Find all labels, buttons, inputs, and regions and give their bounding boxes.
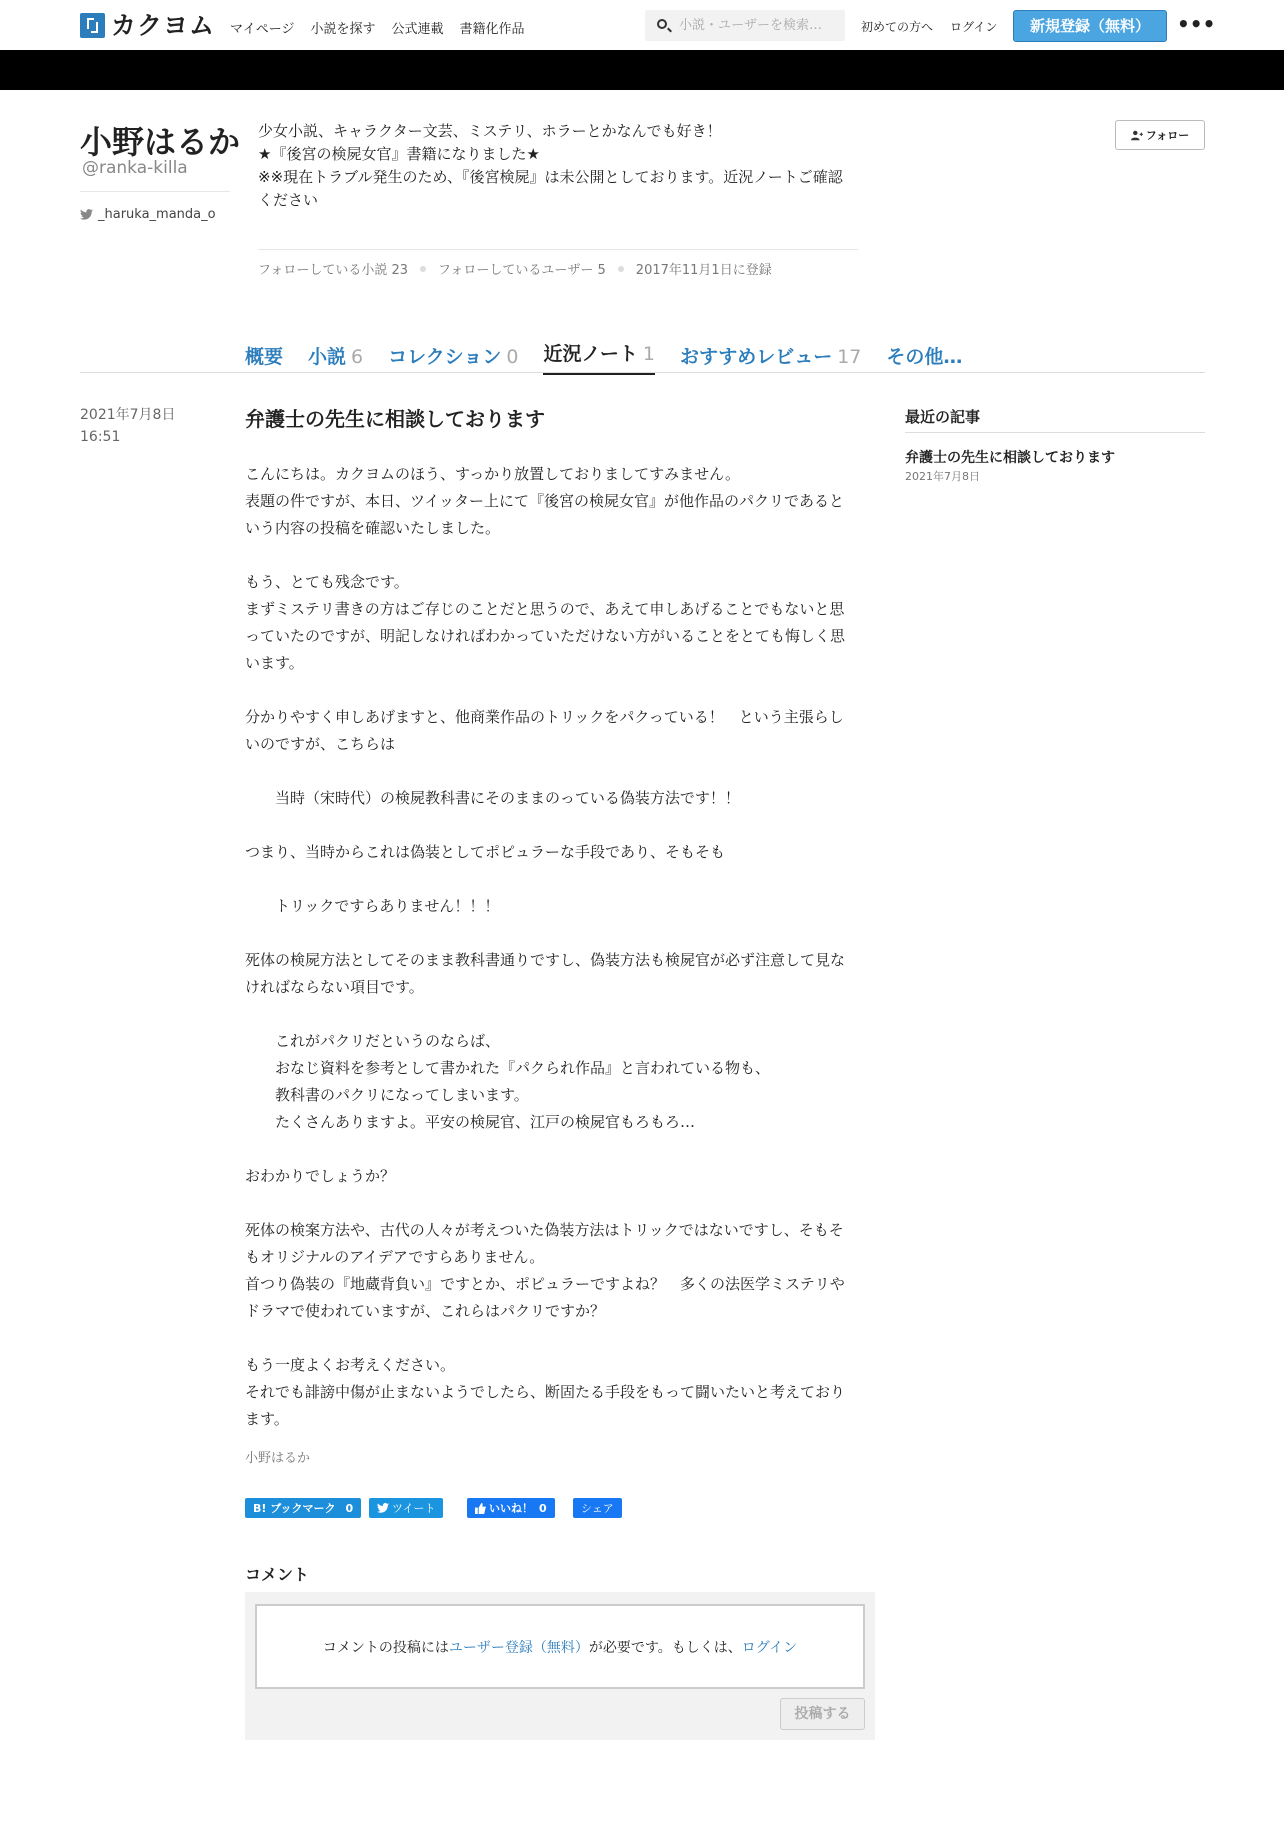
post-body [245,461,845,1433]
main-nav [230,18,541,37]
notice-text: コメントの投稿には [322,1639,449,1656]
profile-divider [80,191,230,192]
separator-dot [618,266,624,272]
recent-article-link[interactable]: 弁護士の先生に相談しております [905,450,1115,466]
post-body-line [245,866,845,893]
tab-label: コレクション [388,346,502,368]
tab-count: 0 [506,346,519,368]
post-body-line [245,677,845,704]
recent-articles-title: 最近の記事 [905,408,981,426]
following-users-link[interactable]: フォローしているユーザー 5 [438,263,606,278]
twitter-bird-icon [377,1503,389,1513]
profile-name: 小野はるか [80,123,241,161]
separator-dot [420,266,426,272]
post-body-line: こんにちは。カクヨムのほう、すっかり放置しておりましてすみません。 [245,465,741,483]
post-body-line: つまり、当時からこれは偽装としてポピュラーな手段であり、そもそも [245,843,726,861]
tweet-label: ツイート [392,1502,436,1515]
tab-label: その他… [886,346,963,368]
logo-text: カクヨム [111,11,216,40]
post-body-line [245,758,845,785]
tab-count: 6 [351,346,364,368]
post-title: 弁護士の先生に相談しております [245,407,545,431]
post-date [80,404,175,448]
profile-stats [258,259,772,278]
post-body-line: もう、とても残念です。 [245,573,409,591]
search-input[interactable] [679,10,839,41]
post-body-line: ます。 [245,1410,289,1428]
tab-news-notes[interactable] [543,339,655,375]
tabs-divider [80,372,1205,373]
post-body-line [245,542,845,569]
thumbs-up-icon [475,1503,486,1514]
profile-tabs [245,339,987,375]
search-icon [657,19,667,29]
signup-link[interactable]: ユーザー登録（無料） [448,1639,589,1656]
post-body-line: います。 [245,654,304,672]
post-body-line [245,812,845,839]
search-box [645,10,845,41]
site-header [0,0,1284,50]
post-body-line: もう一度よくお考えください。 [245,1356,456,1374]
intro-line: 少女小説、キャラクター文芸、ミステリ、ホラーとかなんでも好き！ [258,122,722,140]
tab-collections[interactable] [388,342,518,375]
post-body-line: 教科書のパクリになってしまいます。 [245,1086,529,1104]
post-body-line: おわかりでしょうか？ [245,1167,396,1185]
facebook-share-button[interactable] [573,1498,622,1518]
tab-label: 概要 [245,346,284,368]
post-body-line: っていたのですが、明記しなければわかっていただけない方がいることをとても悔しく思 [245,627,846,645]
facebook-like-button[interactable] [467,1498,555,1518]
post-body-line: もオリジナルのアイデアですらありません。 [245,1248,545,1266]
like-count: 0 [539,1501,547,1515]
post-body-line: おなじ資料を参考として書かれた『パクられ作品』と言われている物も、 [245,1059,771,1077]
recent-article-date: 2021年7月8日 [905,470,980,483]
comment-login-link[interactable]: ログイン [741,1639,798,1656]
intro-line: ください [258,191,319,209]
post-body-line [245,1190,845,1217]
following-novels-link[interactable]: フォローしている小説 23 [258,263,409,278]
nav-find-novels[interactable]: 小説を探す [310,22,376,37]
like-label: いいね！ [489,1502,533,1515]
post-date-day: 2021年7月8日 [80,407,176,423]
intro-line: ★『後宮の検屍女官』書籍になりました★ [258,145,540,163]
first-time-link[interactable]: 初めての方へ [861,20,934,34]
header-banner [0,50,1284,90]
tab-label: おすすめレビュー [680,346,833,368]
hatena-bookmark-button[interactable] [245,1498,361,1518]
profile-introduction [258,120,858,212]
stats-divider [258,249,858,250]
nav-mypage[interactable]: マイページ [230,22,295,37]
follow-button[interactable] [1115,120,1205,150]
tab-overview[interactable] [245,342,283,375]
bookmark-label: B! ブックマーク [253,1502,336,1515]
intro-line: ※※現在トラブル発生のため、『後宮検屍』は未公開としております。近況ノートご確認 [258,168,843,186]
twitter-link[interactable] [80,207,216,222]
post-body-line: 当時（宋時代）の検屍教科書にそのままのっている偽装方法です！！ [245,789,740,807]
twitter-bird-icon [80,209,93,220]
post-body-line: いのですが、こちらは [245,735,396,753]
nav-published-works[interactable]: 書籍化作品 [459,22,525,37]
logo-icon [80,13,105,38]
tab-more[interactable] [886,342,962,375]
comment-form [245,1592,875,1740]
notice-text: が必要です。もしくは、 [588,1639,742,1656]
nav-official-series[interactable]: 公式連載 [391,22,444,37]
share-label: シェア [581,1502,614,1515]
twitter-handle: _haruka_manda_o [98,207,216,222]
comment-login-notice [255,1604,865,1689]
post-body-line: ドラマで使われていますが、これらはパクリですか？ [245,1302,606,1320]
post-body-line: これがパクリだというのならば、 [245,1032,501,1050]
sidebar-divider [905,432,1205,433]
tab-count: 1 [642,343,655,365]
profile-user-id: @ranka-killa [82,158,188,178]
post-body-line: 死体の検屍方法としてそのまま教科書通りですし、偽装方法も検屍官が必ず注意して見な [245,951,846,969]
post-author: 小野はるか [245,1451,311,1466]
post-date-time: 16:51 [80,429,121,445]
login-link[interactable]: ログイン [950,20,998,34]
post-body-line: 表題の件ですが、本日、ツイッター上にて『後宮の検屍女官』が他作品のパクリであると [245,492,844,510]
tab-label: 近況ノート [543,343,638,365]
follow-label: フォロー [1145,129,1190,142]
more-menu-icon[interactable]: ••• [1177,12,1216,36]
post-body-line: たくさんありますよ。平安の検屍官、江戸の検屍官もろもろ… [245,1113,696,1131]
tab-count: 17 [837,346,862,368]
submit-comment-button[interactable]: 投稿する [780,1698,865,1730]
tab-novels[interactable] [308,342,363,375]
post-body-line: いう内容の投稿を確認いたしました。 [245,519,501,537]
post-body-line: ければならない項目です。 [245,978,424,996]
post-body-line: それでも誹謗中傷が止まないようでしたら、断固たる手段をもって闘いたいと考えており [245,1383,846,1401]
bookmark-count: 0 [345,1501,354,1515]
add-person-icon [1131,130,1143,141]
signup-button[interactable]: 新規登録（無料） [1013,10,1167,42]
site-logo[interactable] [80,13,215,38]
post-body-line: トリックですらありません！！！ [245,897,500,915]
post-body-line: 分かりやすく申しあげますと、他商業作品のトリックをパクっている！ という主張らし [245,708,844,726]
post-body-line: 首つり偽装の『地蔵背負い』ですとか、ポピュラーですよね？ 多くの法医学ミステリや [245,1275,845,1293]
post-body-line: まずミステリ書きの方はご存じのことだと思うので、あえて申しあげることでもないと思 [245,600,845,618]
post-body-line [245,1001,845,1028]
post-body-line [245,1136,845,1163]
tab-label: 小説 [308,346,347,368]
post-body-line [245,920,845,947]
post-body-line: 死体の検案方法や、古代の人々が考えついた偽装方法はトリックではないですし、そもそ [245,1221,844,1239]
tab-recommended-reviews[interactable] [680,342,861,375]
post-body-line [245,1325,845,1352]
registered-date: 2017年11月1日に登録 [635,263,772,278]
comment-section-title: コメント [245,1565,310,1584]
tweet-button[interactable] [369,1498,443,1518]
